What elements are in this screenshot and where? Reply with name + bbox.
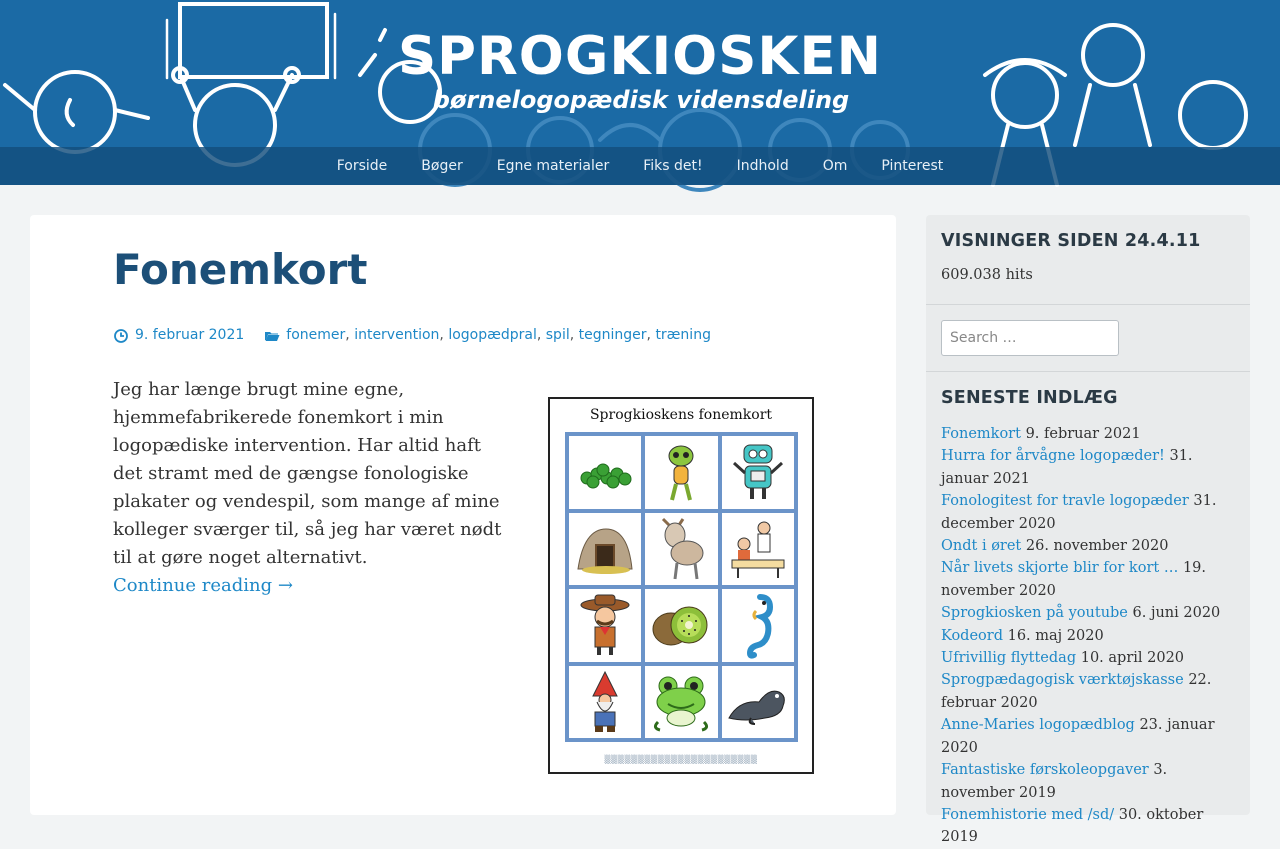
list-item <box>941 669 1236 714</box>
recent-post-date: 3. november 2019 <box>941 762 1168 801</box>
family-dinner-icon <box>720 511 796 588</box>
peas-icon <box>567 434 643 511</box>
recent-post-date: 10. april 2020 <box>1080 650 1185 667</box>
frog-icon <box>643 664 719 741</box>
mine-icon <box>567 511 643 588</box>
goat-icon <box>643 511 719 588</box>
list-item <box>941 490 1236 535</box>
nav-item-indhold[interactable]: Indhold <box>736 158 789 174</box>
nav-item-pinterest[interactable]: Pinterest <box>881 158 944 174</box>
recent-post-link[interactable]: Fonemkort <box>941 426 1021 442</box>
seal-icon <box>720 664 796 741</box>
seahorse-icon <box>720 587 796 664</box>
list-item <box>941 714 1236 759</box>
list-item <box>941 445 1236 490</box>
recent-post-date: 23. januar 2020 <box>941 717 1215 756</box>
recent-post-link[interactable]: Anne-Maries logopædblog <box>941 717 1135 734</box>
post-title[interactable]: Fonemkort <box>113 245 368 294</box>
recent-post-date: 19. november 2020 <box>941 560 1206 599</box>
list-item <box>941 557 1236 602</box>
recent-post-date: 26. november 2020 <box>1025 538 1169 555</box>
recent-post-link[interactable]: Sprogpædagogisk værktøjskasse <box>941 672 1184 689</box>
nav-item-egne-materialer[interactable]: Egne materialer <box>496 158 610 174</box>
nav-item-forside[interactable]: Forside <box>336 158 388 174</box>
recent-post-link[interactable]: Når livets skjorte blir for kort … <box>941 560 1179 577</box>
site-title[interactable]: SPROGKIOSKEN <box>397 26 883 87</box>
recent-posts-list <box>941 423 1236 849</box>
fonemkort-image-title: Sprogkioskens fonemkort <box>589 407 773 423</box>
recent-post-link[interactable]: Fantastiske førskoleopgaver <box>941 762 1149 779</box>
post-date-link[interactable]: 9. februar 2021 <box>135 327 245 343</box>
sidebar <box>926 215 1250 846</box>
category-link[interactable]: tegninger <box>578 327 647 343</box>
category-link[interactable]: træning <box>655 327 711 343</box>
recent-post-link[interactable]: Hurra for årvågne logopæder! <box>941 448 1165 465</box>
category-link[interactable]: logopædpral <box>448 327 537 343</box>
recent-post-date: 30. oktober 2019 <box>941 806 1204 846</box>
site-tagline: børnelogopædisk vidensdeling <box>432 86 850 114</box>
views-widget-title: VISNINGER SIDEN 24.4.11 <box>941 231 1201 251</box>
category-link[interactable]: intervention <box>354 327 440 343</box>
views-count: 609.038 hits <box>941 267 1033 283</box>
fonemkort-image[interactable] <box>548 397 814 774</box>
folder-icon <box>264 328 280 344</box>
recent-post-date: 22. februar 2020 <box>941 672 1212 711</box>
post-card <box>30 215 896 815</box>
recent-post-date: 31. december 2020 <box>941 493 1217 532</box>
nav-item-fiks-det[interactable]: Fiks det! <box>643 158 703 174</box>
list-item <box>941 602 1236 624</box>
recent-post-link[interactable]: Ondt i øret <box>941 538 1022 555</box>
main-nav <box>0 147 1280 185</box>
robot-icon <box>720 434 796 511</box>
kiwi-icon <box>643 587 719 664</box>
alien-icon <box>643 434 719 511</box>
fonemkort-grid <box>565 432 798 742</box>
recent-post-link[interactable]: Fonemhistorie med /sd/ <box>941 806 1115 823</box>
nav-item-om[interactable]: Om <box>822 158 848 174</box>
widget-divider <box>926 371 1250 372</box>
recent-post-date: 6. juni 2020 <box>1132 605 1221 622</box>
list-item <box>941 804 1236 849</box>
recent-post-date: 31. januar 2021 <box>941 448 1193 487</box>
continue-reading-link[interactable]: Continue reading → <box>113 575 293 596</box>
cowboy-icon <box>567 587 643 664</box>
list-item <box>941 647 1236 669</box>
category-link[interactable]: fonemer <box>286 327 346 343</box>
widget-divider <box>926 304 1250 305</box>
recent-post-date: 16. maj 2020 <box>1007 627 1104 644</box>
list-item <box>941 759 1236 804</box>
list-item <box>941 423 1236 445</box>
site-header <box>0 0 1280 185</box>
list-item <box>941 625 1236 647</box>
recent-post-link[interactable]: Kodeord <box>941 627 1003 644</box>
post-excerpt: Jeg har længe brugt mine egne, hjemmefabrikerede fonemkort i min logopædiske intervention. Har altid haft det stramt med de gængse fonologiske plakater og vendespil, som mange af mine kolleger sværger til, så jeg har været nødt til at gøre noget alternativt. <box>113 379 502 568</box>
search-input[interactable] <box>941 320 1119 356</box>
category-link[interactable]: spil <box>545 327 570 343</box>
clock-icon <box>113 328 129 344</box>
recent-post-date: 9. februar 2021 <box>1025 426 1141 442</box>
recent-post-link[interactable]: Ufrivillig flyttedag <box>941 650 1077 667</box>
post-categories: fonemer , intervention , logopædpral , spil , tegninger , træning <box>264 327 711 343</box>
recent-post-link[interactable]: Fonologitest for travle logopæder <box>941 493 1189 510</box>
gnome-icon <box>567 664 643 741</box>
nav-item-boger[interactable]: Bøger <box>421 158 463 174</box>
fonemkort-image-footer: ▒▒▒▒▒▒▒▒▒▒▒▒▒▒▒▒▒▒▒▒▒▒▒ <box>604 755 758 764</box>
post-meta <box>113 327 711 343</box>
recent-post-link[interactable]: Sprogkiosken på youtube <box>941 605 1128 622</box>
list-item <box>941 535 1236 557</box>
recent-posts-title: SENESTE INDLÆG <box>941 388 1118 408</box>
